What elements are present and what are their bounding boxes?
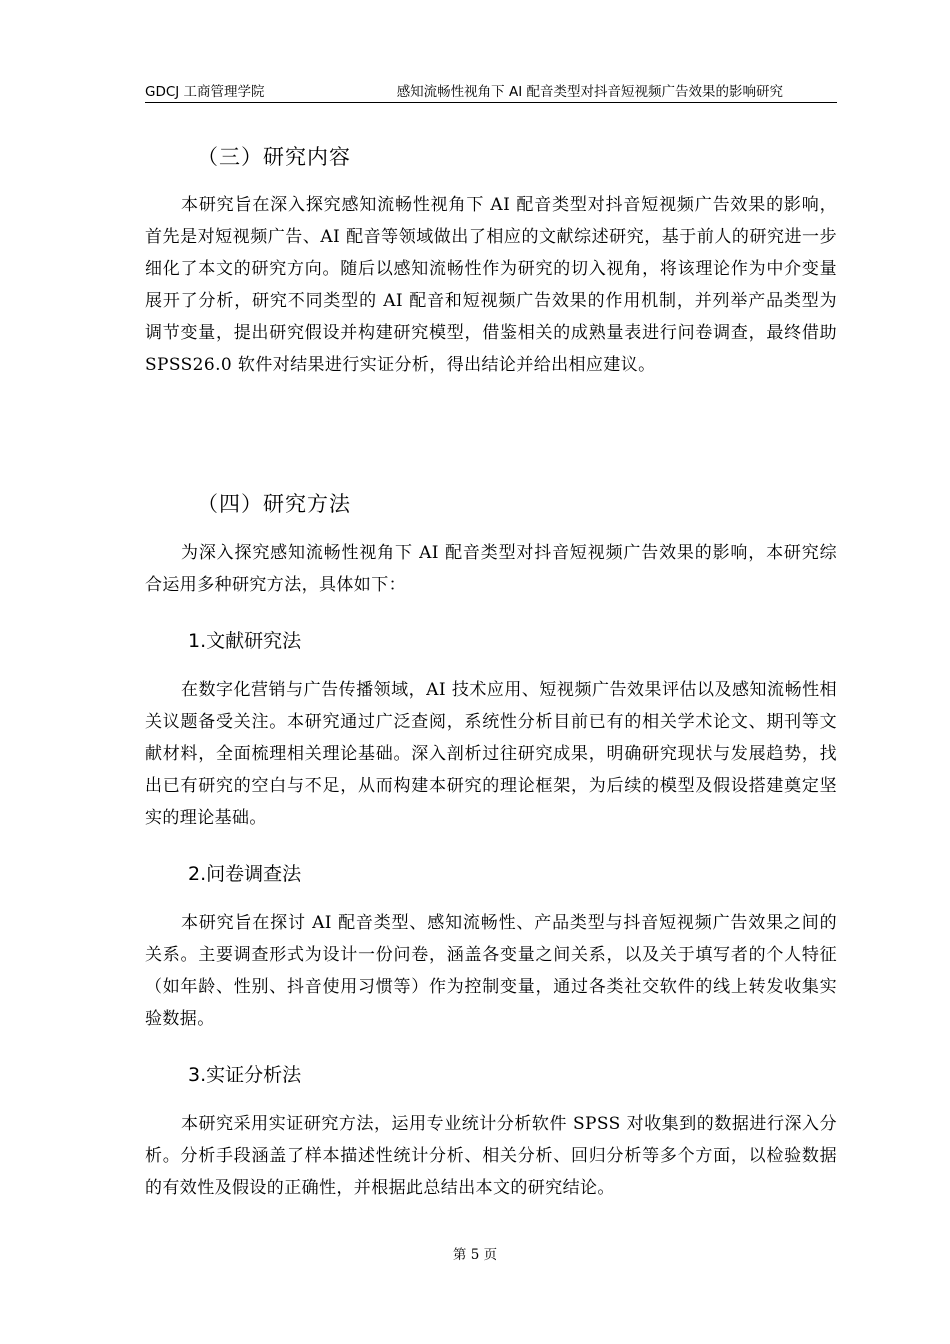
section-4-intro: 为深入探究感知流畅性视角下 AI 配音类型对抖音短视频广告效果的影响，本研究综合运用多种研究方法，具体如下：	[145, 543, 837, 595]
header-school: GDCJ 工商管理学院	[145, 84, 265, 100]
page-header	[145, 76, 837, 103]
page-number: 第 5 页	[452, 1247, 498, 1263]
method-3-title: 3.实证分析法	[188, 1064, 302, 1086]
method-1-body: 在数字化营销与广告传播领域，AI 技术应用、短视频广告效果评估以及感知流畅性相关议题备受关注。本研究通过广泛查阅，系统性分析目前已有的相关学术论文、期刊等文献材料，全面梳理相关理论基础。深入剖析过往研究成果，明确研究现状与发展趋势，找出已有研究的空白与不足，从而构建本研究的理论框架，为后续的模型及假设搭建奠定坚实的理论基础。	[145, 680, 837, 828]
method-3-body: 本研究采用实证研究方法，运用专业统计分析软件 SPSS 对收集到的数据进行深入分析。分析手段涵盖了样本描述性统计分析、相关分析、回归分析等多个方面，以检验数据的有效性及假设的正确性，并根据此总结出本文的研究结论。	[145, 1114, 837, 1198]
method-2-title: 2.问卷调查法	[188, 863, 302, 885]
method-2-body: 本研究旨在探讨 AI 配音类型、感知流畅性、产品类型与抖音短视频广告效果之间的关系。主要调查形式为设计一份问卷，涵盖各变量之间关系，以及关于填写者的个人特征（如年龄、性别、抖音使用习惯等）作为控制变量，通过各类社交软件的线上转发收集实验数据。	[145, 913, 837, 1029]
section-4-title: （四）研究方法	[197, 492, 351, 516]
section-3-body: 本研究旨在深入探究感知流畅性视角下 AI 配音类型对抖音短视频广告效果的影响，首先是对短视频广告、AI 配音等领域做出了相应的文献综述研究，基于前人的研究进一步细化了本文的研究方向。随后以感知流畅性作为研究的切入视角，将该理论作为中介变量展开了分析，研究不同类型的 AI 配音和短视频广告效果的作用机制，并列举产品类型为调节变量，提出研究假设并构建研究模型，借鉴相关的成熟量表进行问卷调查，最终借助 SPSS26.0 软件对结果进行实证分析，得出结论并给出相应建议。	[145, 195, 837, 375]
method-1-title: 1.文献研究法	[188, 630, 302, 652]
header-paper-title: 感知流畅性视角下 AI 配音类型对抖音短视频广告效果的影响研究	[396, 84, 783, 100]
section-3-title: （三）研究内容	[197, 145, 351, 169]
